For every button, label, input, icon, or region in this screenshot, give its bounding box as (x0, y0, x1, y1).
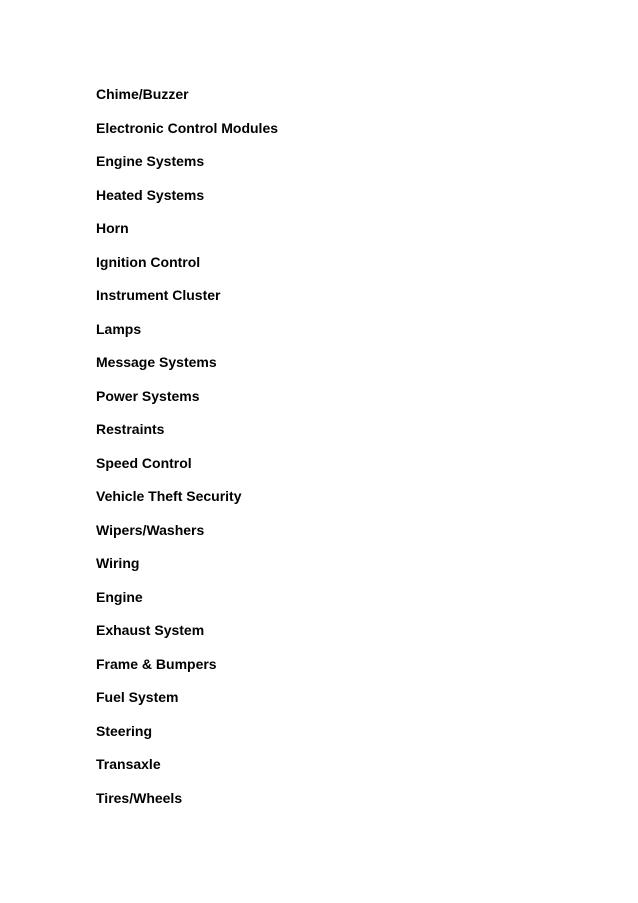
list-item: Frame & Bumpers (96, 655, 217, 672)
list-item: Transaxle (96, 756, 161, 772)
list-item: Message Systems (96, 354, 217, 370)
list-item: Tires/Wheels (96, 789, 183, 806)
list-item: Restraints (96, 421, 165, 437)
list-item: Speed Control (96, 454, 192, 471)
list-item: Vehicle Theft Security (96, 488, 242, 504)
list-item: Steering (96, 722, 153, 739)
list-item: Heated Systems (96, 186, 205, 203)
list-item: Engine (96, 588, 143, 605)
list-item: Wiring (96, 555, 140, 571)
list-item: Fuel System (96, 689, 179, 705)
list-item: Chime/Buzzer (96, 86, 189, 102)
list-item: Lamps (96, 320, 142, 337)
topic-list (96, 86, 278, 823)
list-item: Power Systems (96, 387, 200, 404)
list-item: Exhaust System (96, 622, 205, 638)
list-item: Horn (96, 220, 129, 236)
list-item: Engine Systems (96, 153, 205, 169)
list-item: Electronic Control Modules (96, 119, 279, 136)
list-item: Ignition Control (96, 253, 201, 270)
list-item: Instrument Cluster (96, 287, 221, 303)
list-item: Wipers/Washers (96, 521, 205, 538)
